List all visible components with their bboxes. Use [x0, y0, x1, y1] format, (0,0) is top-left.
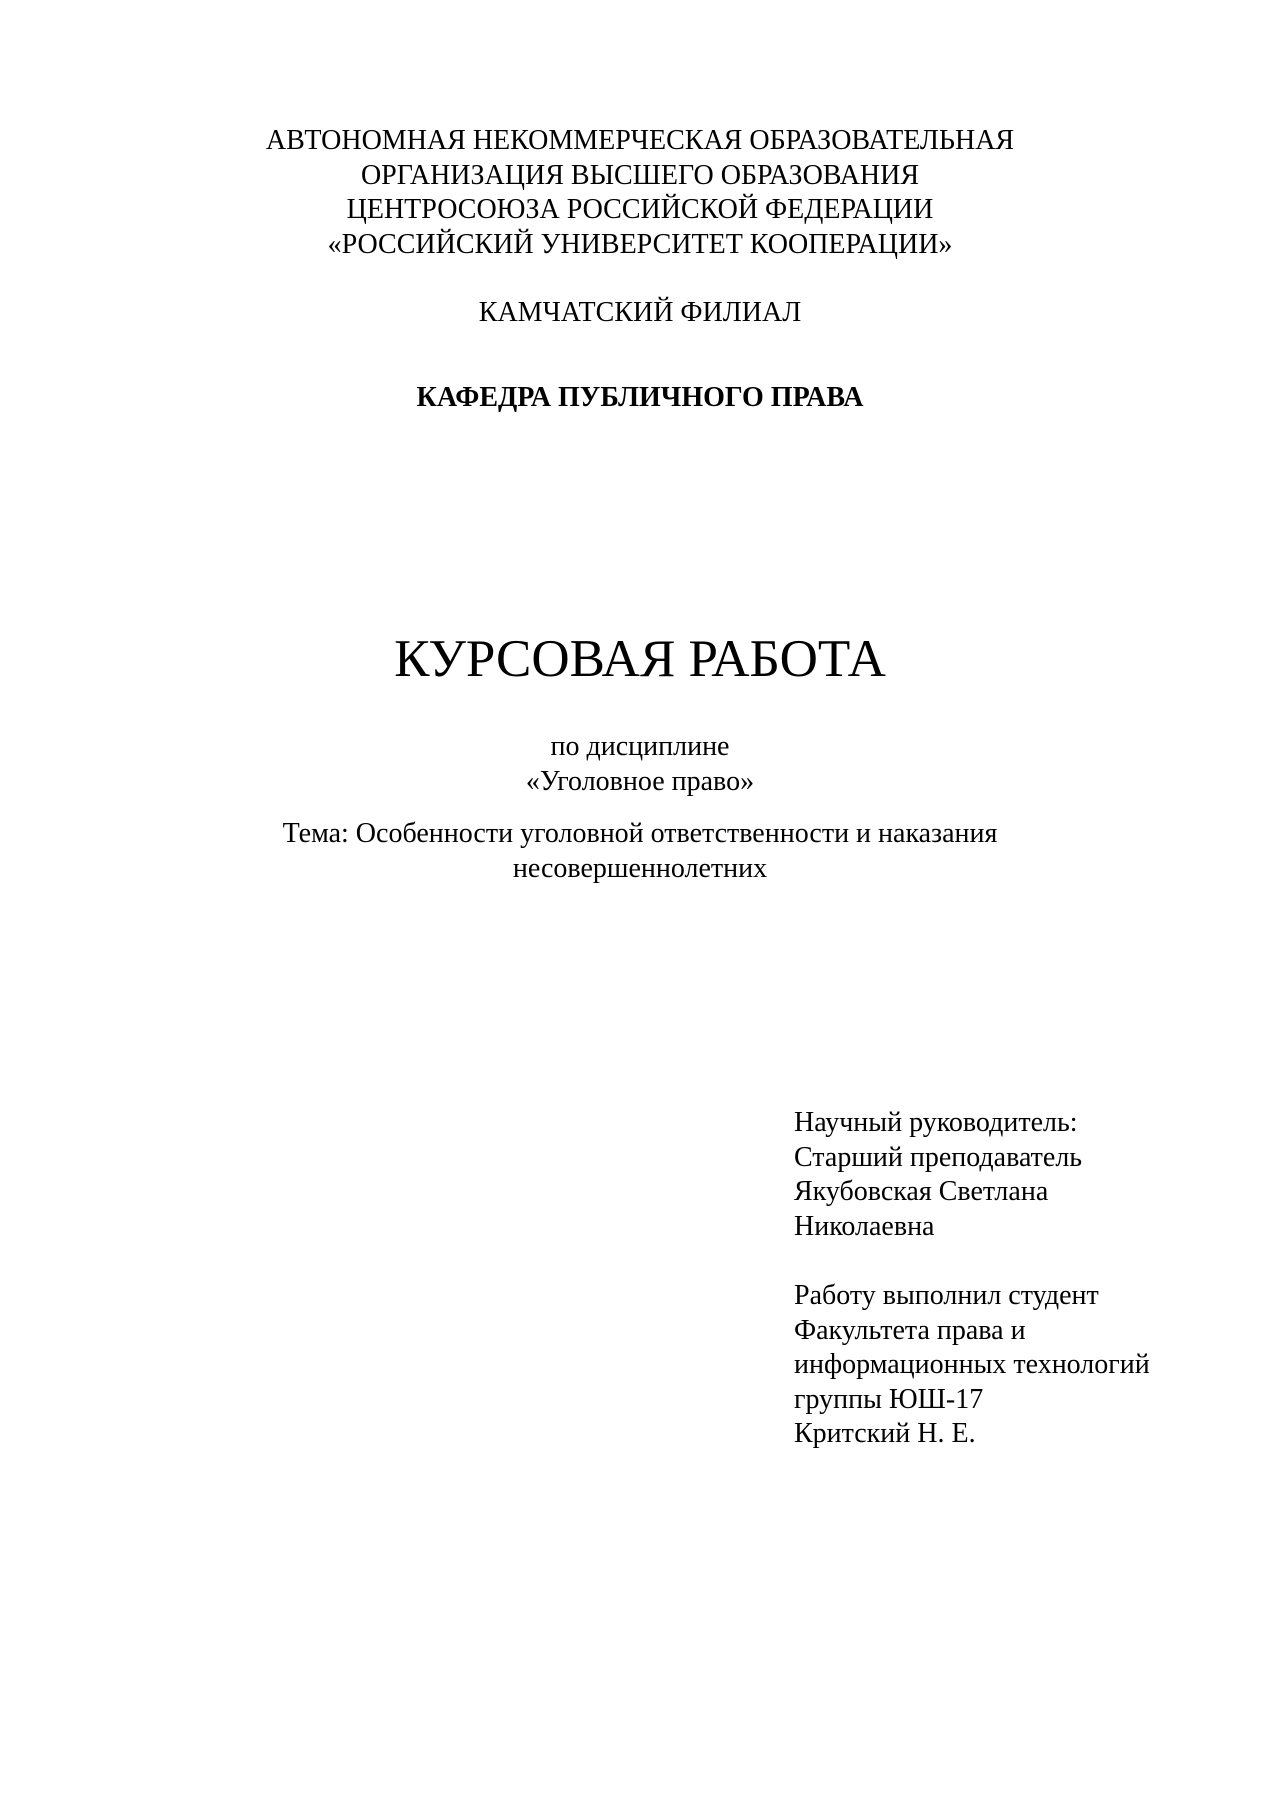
organization-header	[0, 124, 1280, 262]
discipline-block	[0, 730, 1280, 799]
student-line: информационных технологий	[794, 1349, 1150, 1380]
supervisor-line: Старший преподаватель	[794, 1141, 1083, 1173]
supervisor-line: Научный руководитель:	[794, 1107, 1078, 1138]
department-name: КАФЕДРА ПУБЛИЧНОГО ПРАВА	[416, 382, 864, 413]
organization-line: АВТОНОМНАЯ НЕКОММЕРЧЕСКАЯ ОБРАЗОВАТЕЛЬНАЯ	[265, 125, 1015, 156]
supervisor-block	[794, 1106, 1082, 1244]
student-line: Работу выполнил студент	[794, 1280, 1099, 1311]
student-block	[794, 1279, 1150, 1452]
organization-line: «РОССИЙСКИЙ УНИВЕРСИТЕТ КООПЕРАЦИИ»	[327, 228, 953, 260]
organization-line: ОРГАНИЗАЦИЯ ВЫСШЕГО ОБРАЗОВАНИЯ	[360, 159, 920, 191]
topic-line: несовершеннолетних	[512, 852, 768, 884]
student-line: группы ЮШ-17	[794, 1383, 984, 1415]
discipline-label: по дисциплине	[550, 731, 730, 762]
supervisor-line: Николаевна	[794, 1210, 935, 1242]
student-line: Факультета права и	[794, 1314, 1026, 1346]
student-line: Критский Н. Е.	[794, 1418, 976, 1449]
topic-line: Тема: Особенности уголовной ответственности и наказания	[282, 818, 998, 849]
discipline-name: «Уголовное право»	[525, 765, 755, 797]
topic-block	[0, 817, 1280, 886]
organization-line: ЦЕНТРОСОЮЗА РОССИЙСКОЙ ФЕДЕРАЦИИ	[346, 194, 934, 225]
work-title: КУРСОВАЯ РАБОТА	[394, 630, 886, 688]
supervisor-line: Якубовская Светлана	[794, 1176, 1049, 1207]
branch-name: КАМЧАТСКИЙ ФИЛИАЛ	[478, 297, 802, 328]
